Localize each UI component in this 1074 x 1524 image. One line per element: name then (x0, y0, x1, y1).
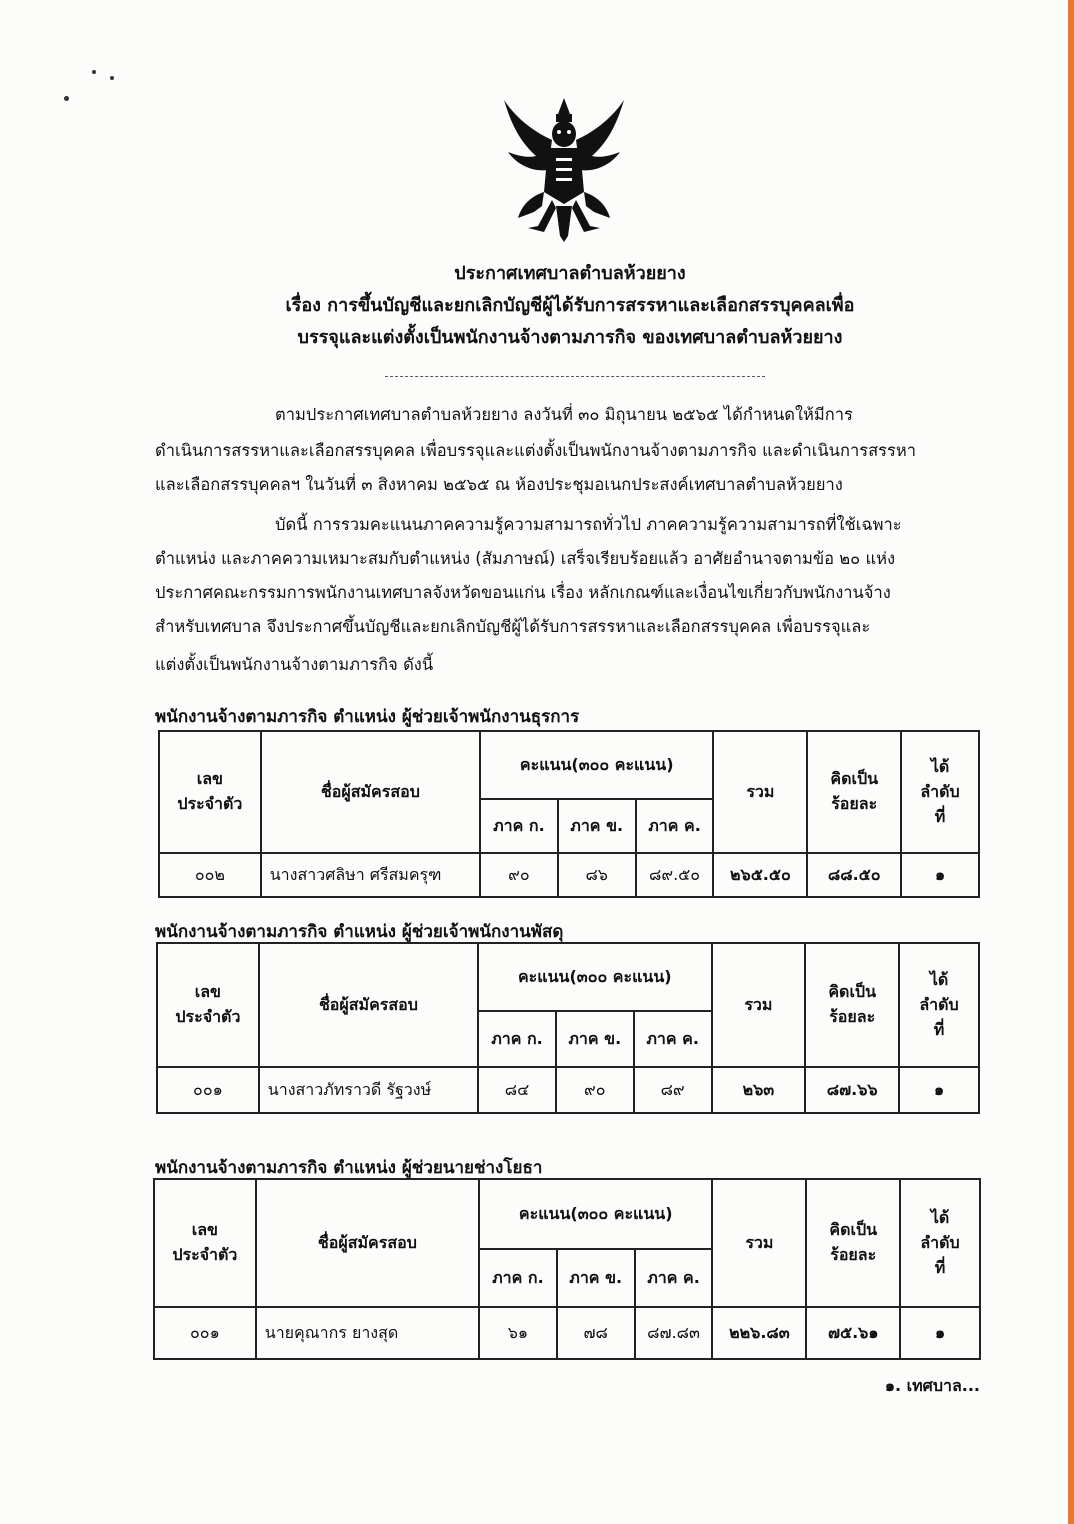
part-b-header: ภาค ข. (557, 1249, 635, 1307)
score-group-header: คะแนน(๓๐๐ คะแนน) (478, 943, 711, 1011)
cell-part-c: ๘๗.๘๓ (635, 1307, 713, 1359)
part-a-header: ภาค ก. (479, 1249, 557, 1307)
cell-rank: ๑ (900, 1307, 980, 1359)
body-paragraph-2-line-3: ประกาศคณะกรรมการพนักงานเทศบาลจังหวัดขอนแก่น เรื่อง หลักเกณฑ์และเงื่อนไขเกี่ยวกับพนักงานจ้าง (155, 583, 891, 602)
percent-header: คิดเป็น ร้อยละ (806, 1179, 900, 1307)
part-b-header: ภาค ข. (558, 799, 636, 853)
table-row (159, 853, 979, 897)
part-a-header: ภาค ก. (478, 1011, 556, 1067)
part-c-header: ภาค ค. (634, 1011, 712, 1067)
cell-part-a: ๘๔ (478, 1067, 556, 1113)
rank-header: ได้ ลำดับ ที่ (900, 1179, 980, 1307)
cell-part-c: ๘๙ (634, 1067, 712, 1113)
divider (385, 376, 765, 377)
id-header: เลข ประจำตัว (159, 731, 261, 853)
score-table (158, 730, 980, 898)
section-title: พนักงานจ้างตามภารกิจ ตำแหน่ง ผู้ช่วยนายช่างโยธา (155, 1158, 543, 1178)
total-header: รวม (713, 731, 807, 853)
cell-part-a: ๙๐ (480, 853, 558, 897)
cell-part-b: ๘๖ (558, 853, 636, 897)
total-header: รวม (712, 943, 806, 1067)
page-continuation: ๑. เทศบาล... (884, 1376, 980, 1395)
cell-percent: ๗๕.๖๑ (806, 1307, 900, 1359)
part-c-header: ภาค ค. (635, 1249, 713, 1307)
body-paragraph-2-line-4: สำหรับเทศบาล จึงประกาศขึ้นบัญชีและยกเลิกบัญชีผู้ได้รับการสรรหาและเลือกสรรบุคคล เพื่อบรรจุและ (155, 617, 871, 636)
garuda-emblem-icon (498, 96, 630, 244)
body-paragraph-2-line-2: ตำแหน่ง และภาคความเหมาะสมกับตำแหน่ง (สัมภาษณ์) เสร็จเรียบร้อยแล้ว อาศัยอำนาจตามข้อ ๒๐ แห่ง (155, 549, 896, 568)
cell-name: นายคุณากร ยางสุด (256, 1307, 479, 1359)
section-title: พนักงานจ้างตามภารกิจ ตำแหน่ง ผู้ช่วยเจ้าพนักงานธุรการ (155, 707, 580, 727)
announcement-title: ประกาศเทศบาลตำบลห้วยยาง (454, 263, 686, 284)
cell-id: ๐๐๑ (154, 1307, 256, 1359)
cell-part-b: ๙๐ (556, 1067, 634, 1113)
name-header: ชื่อผู้สมัครสอบ (261, 731, 480, 853)
rank-header: ได้ ลำดับ ที่ (899, 943, 979, 1067)
id-header: เลข ประจำตัว (154, 1179, 256, 1307)
cell-rank: ๑ (899, 1067, 979, 1113)
id-header: เลข ประจำตัว (157, 943, 259, 1067)
body-paragraph-2-line-1: บัดนี้ การรวมคะแนนภาคความรู้ความสามารถทั่วไป ภาคความรู้ความสามารถที่ใช้เฉพาะ (275, 515, 902, 534)
table-row (157, 1067, 979, 1113)
percent-header: คิดเป็น ร้อยละ (805, 943, 899, 1067)
part-a-header: ภาค ก. (480, 799, 558, 853)
cell-total: ๒๒๖.๘๓ (712, 1307, 806, 1359)
score-group-header: คะแนน(๓๐๐ คะแนน) (479, 1179, 712, 1249)
cell-id: ๐๐๒ (159, 853, 261, 897)
cell-part-b: ๗๘ (557, 1307, 635, 1359)
cell-id: ๐๐๑ (157, 1067, 259, 1113)
cell-part-c: ๘๙.๕๐ (636, 853, 714, 897)
announcement-subject: เรื่อง การขึ้นบัญชีและยกเลิกบัญชีผู้ได้รับการสรรหาและเลือกสรรบุคคลเพื่อ (285, 295, 855, 316)
body-paragraph-2-line-5: แต่งตั้งเป็นพนักงานจ้างตามภารกิจ ดังนี้ (155, 655, 434, 674)
cell-name: นางสาวศลิษา ศรีสมครุฑ (261, 853, 480, 897)
speck (92, 70, 96, 74)
total-header: รวม (712, 1179, 806, 1307)
section-title: พนักงานจ้างตามภารกิจ ตำแหน่ง ผู้ช่วยเจ้าพนักงานพัสดุ (155, 922, 564, 942)
cell-percent: ๘๘.๕๐ (807, 853, 901, 897)
rank-header: ได้ ลำดับ ที่ (901, 731, 979, 853)
cell-part-a: ๖๑ (479, 1307, 557, 1359)
cell-total: ๒๖๕.๕๐ (713, 853, 807, 897)
announcement-subject-cont: บรรจุและแต่งตั้งเป็นพนักงานจ้างตามภารกิจ ของเทศบาลตำบลห้วยยาง (297, 327, 843, 348)
cell-name: นางสาวภัทราวดี รัฐวงษ์ (259, 1067, 478, 1113)
speck (110, 76, 114, 80)
cell-total: ๒๖๓ (712, 1067, 806, 1113)
score-table (153, 1178, 981, 1360)
cell-rank: ๑ (901, 853, 979, 897)
body-paragraph-1-line-1: ตามประกาศเทศบาลตำบลห้วยยาง ลงวันที่ ๓๐ มิถุนายน ๒๕๖๕ ได้กำหนดให้มีการ (275, 405, 853, 424)
body-paragraph-1-line-2: ดำเนินการสรรหาและเลือกสรรบุคคล เพื่อบรรจุและแต่งตั้งเป็นพนักงานจ้างตามภารกิจ และดำเนินการสรรหา (155, 441, 917, 460)
cell-percent: ๘๗.๖๖ (805, 1067, 899, 1113)
name-header: ชื่อผู้สมัครสอบ (259, 943, 478, 1067)
table-row (154, 1307, 980, 1359)
part-c-header: ภาค ค. (636, 799, 714, 853)
score-group-header: คะแนน(๓๐๐ คะแนน) (480, 731, 713, 799)
name-header: ชื่อผู้สมัครสอบ (256, 1179, 479, 1307)
speck (64, 96, 69, 101)
body-paragraph-1-line-3: และเลือกสรรบุคคลฯ ในวันที่ ๓ สิงหาคม ๒๕๖๕ ณ ห้องประชุมอเนกประสงค์เทศบาลตำบลห้วยยาง (155, 475, 843, 494)
score-table (156, 942, 980, 1114)
percent-header: คิดเป็น ร้อยละ (807, 731, 901, 853)
part-b-header: ภาค ข. (556, 1011, 634, 1067)
